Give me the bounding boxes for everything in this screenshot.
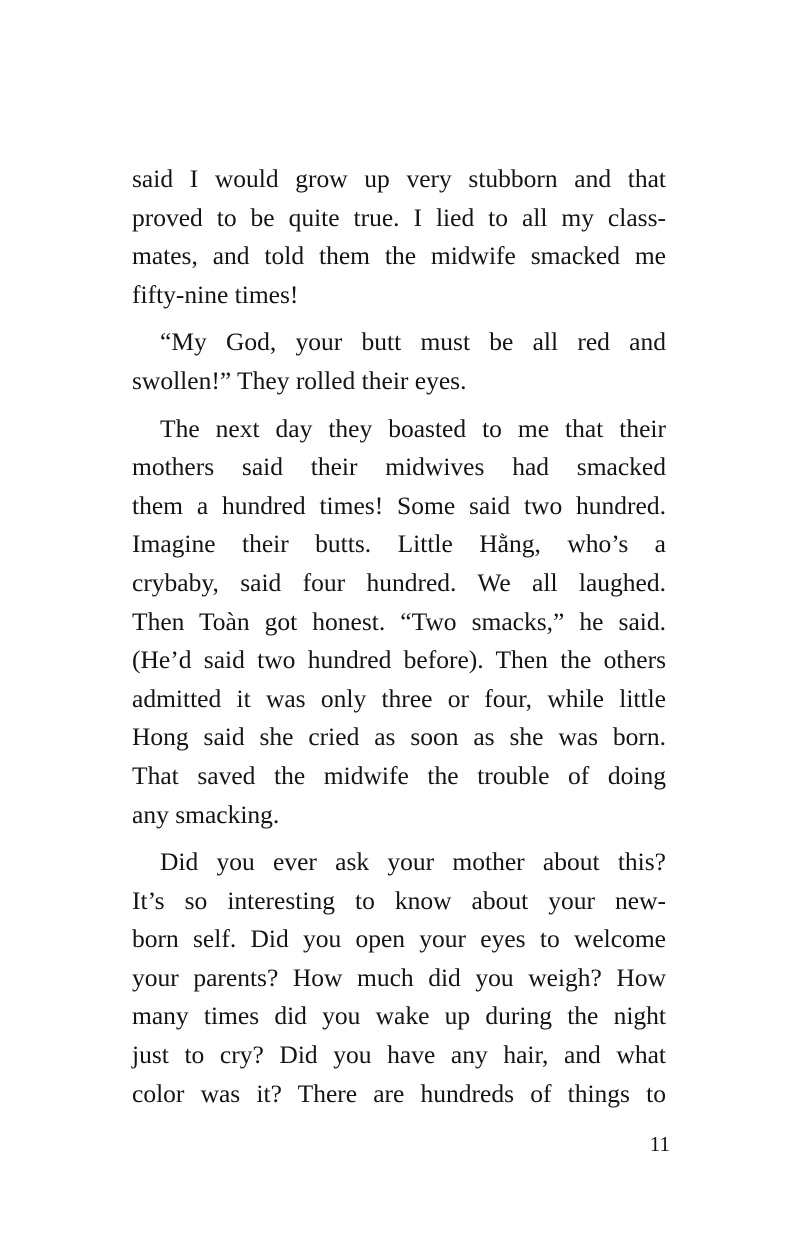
paragraph-gap — [132, 401, 666, 410]
text-line-indented — [132, 843, 666, 882]
paragraph-gap — [132, 314, 666, 323]
text-line-indented — [132, 410, 666, 449]
text-line: your parents? How much did you weigh? How — [132, 962, 666, 992]
text-line: fifty-nine times! — [132, 279, 299, 309]
text-line: (He’d said two hundred before). Then the others — [132, 645, 666, 675]
text-line: them a hundred times! Some said two hundred. — [132, 490, 666, 520]
text-line: said I would grow up very stubborn and that — [132, 164, 666, 193]
text-line: just to cry? Did you have any hair, and what — [132, 1040, 666, 1070]
book-page-body — [132, 160, 666, 1113]
text-line: It’s so interesting to know about your new- — [132, 885, 666, 915]
text-line: That saved the midwife the trouble of doing — [132, 760, 666, 790]
text-line-content: Did you ever ask your mother about this? — [160, 847, 666, 877]
text-line: proved to be quite true. I lied to all my class- — [132, 202, 666, 232]
text-line: any smacking. — [132, 799, 280, 829]
text-line: Then Toàn got honest. “Two smacks,” he said. — [132, 606, 666, 636]
text-line-content: “My God, your butt must be all red and — [160, 327, 666, 357]
text-line: mates, and told them the midwife smacked me — [132, 241, 666, 271]
text-line: many times did you wake up during the night — [132, 1001, 666, 1031]
text-line: admitted it was only three or four, while little — [132, 683, 666, 713]
paragraph — [132, 160, 666, 314]
text-line-indented — [132, 323, 666, 362]
paragraph — [132, 323, 666, 400]
paragraph — [132, 410, 666, 835]
text-line: born self. Did you open your eyes to welcome — [132, 924, 666, 954]
paragraph — [132, 843, 666, 1113]
page-number: 11 — [649, 1132, 670, 1156]
text-line-content: The next day they boasted to me that their — [160, 413, 666, 443]
text-line: crybaby, said four hundred. We all laughed. — [132, 567, 666, 597]
text-line: swollen!” They rolled their eyes. — [132, 365, 467, 395]
text-line: Imagine their butts. Little Hằng, who’s a — [132, 529, 666, 559]
paragraph-gap — [132, 834, 666, 843]
text-line: Hong said she cried as soon as she was born. — [132, 722, 666, 752]
text-line: mothers said their midwives had smacked — [132, 452, 666, 482]
text-line: color was it? There are hundreds of things to — [132, 1078, 666, 1108]
